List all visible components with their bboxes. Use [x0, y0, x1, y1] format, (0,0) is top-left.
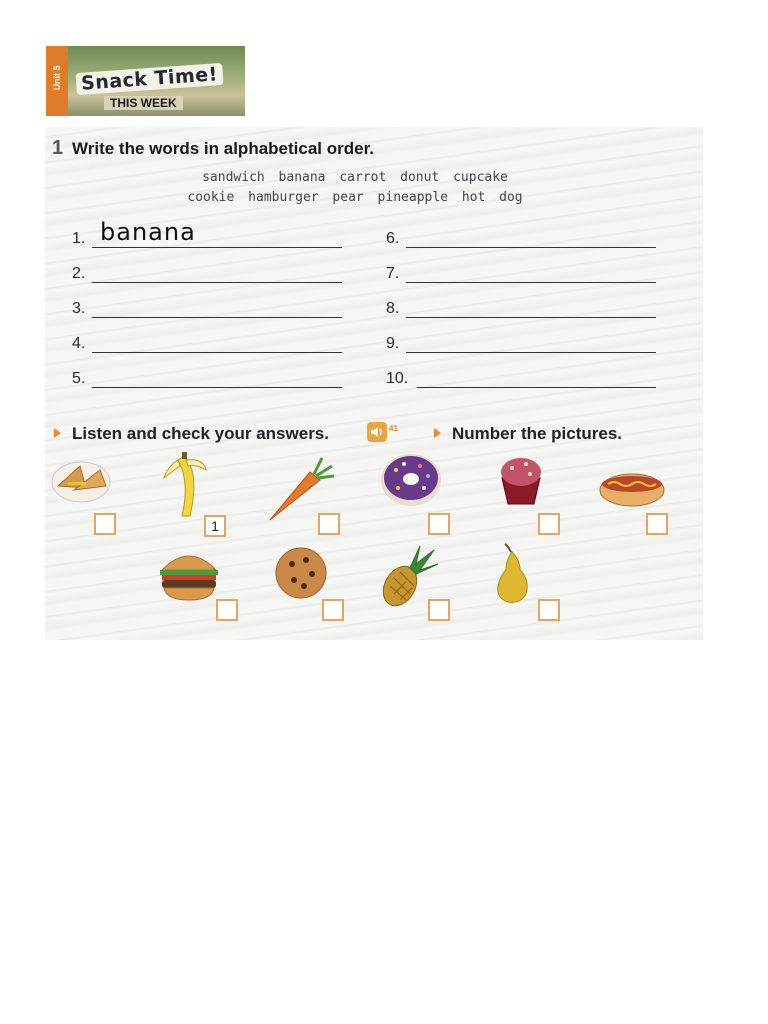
audio-speaker-icon[interactable] [367, 422, 387, 442]
answer-row-9[interactable] [386, 329, 656, 357]
unit-tab [46, 46, 68, 116]
answer-row-6[interactable] [386, 224, 656, 252]
word-bank-line-1: sandwich banana carrot donut cupcake [202, 170, 508, 185]
picture-checkbox-donut[interactable] [428, 513, 450, 535]
answer-line [92, 317, 342, 318]
answer-value[interactable]: banana [100, 218, 196, 246]
answer-row-10[interactable] [386, 364, 656, 392]
donut-icon [380, 452, 442, 508]
answer-line [406, 247, 656, 248]
answer-number: 10. [386, 370, 409, 387]
picture-checkbox-sandwich[interactable] [94, 513, 116, 535]
answer-number: 3. [72, 300, 86, 317]
answer-number: 1. [72, 230, 86, 247]
picture-checkbox-pear[interactable] [538, 599, 560, 621]
picture-checkbox-banana[interactable]: 1 [204, 515, 226, 537]
sandwich-icon [50, 456, 112, 504]
answer-line [417, 387, 656, 388]
listen-prompt: Listen and check your answers. [72, 424, 329, 443]
answer-number: 6. [386, 230, 400, 247]
hamburger-icon [158, 546, 220, 602]
picture-checkbox-cookie[interactable] [322, 599, 344, 621]
word-bank-line-2: cookie hamburger pear pineapple hot dog [187, 190, 523, 205]
cookie-icon [274, 546, 328, 600]
picture-checkbox-carrot[interactable] [318, 513, 340, 535]
answer-line [406, 352, 656, 353]
unit-title: Snack Time! [75, 63, 223, 95]
answer-row-7[interactable] [386, 259, 656, 287]
answer-line [406, 282, 656, 283]
answer-number: 8. [386, 300, 400, 317]
cupcake-icon [498, 454, 544, 506]
banana-icon [160, 452, 210, 522]
bullet-arrow-icon [54, 428, 61, 438]
answer-number: 2. [72, 265, 86, 282]
audio-track-number: 41 [389, 424, 398, 433]
picture-checkbox-pineapple[interactable] [428, 599, 450, 621]
number-pictures-prompt: Number the pictures. [452, 424, 623, 443]
answer-row-2[interactable] [72, 259, 342, 287]
answer-number: 9. [386, 335, 400, 352]
exercise-instruction: Write the words in alphabetical order. [72, 139, 374, 158]
answer-number: 7. [386, 265, 400, 282]
exercise-number: 1 [52, 137, 64, 159]
hot-dog-icon [598, 464, 666, 512]
unit-subtitle: THIS WEEK [104, 96, 183, 110]
answer-row-4[interactable] [72, 329, 342, 357]
answer-row-1[interactable] [72, 218, 342, 252]
pear-icon [492, 542, 532, 606]
unit-banner [46, 46, 245, 116]
carrot-icon [266, 454, 336, 522]
picture-checkbox-cupcake[interactable] [538, 513, 560, 535]
bullet-arrow-icon [434, 428, 441, 438]
answer-row-3[interactable] [72, 294, 342, 322]
answer-line [92, 282, 342, 283]
answer-line [92, 247, 342, 248]
answer-row-8[interactable] [386, 294, 656, 322]
picture-checkbox-hamburger[interactable] [216, 599, 238, 621]
answer-line [92, 387, 342, 388]
answer-line [406, 317, 656, 318]
unit-label: Unit 5 [52, 65, 62, 91]
answer-number: 5. [72, 370, 86, 387]
answer-line [92, 352, 342, 353]
answer-row-5[interactable] [72, 364, 342, 392]
picture-checkbox-hot-dog[interactable] [646, 513, 668, 535]
answer-number: 4. [72, 335, 86, 352]
